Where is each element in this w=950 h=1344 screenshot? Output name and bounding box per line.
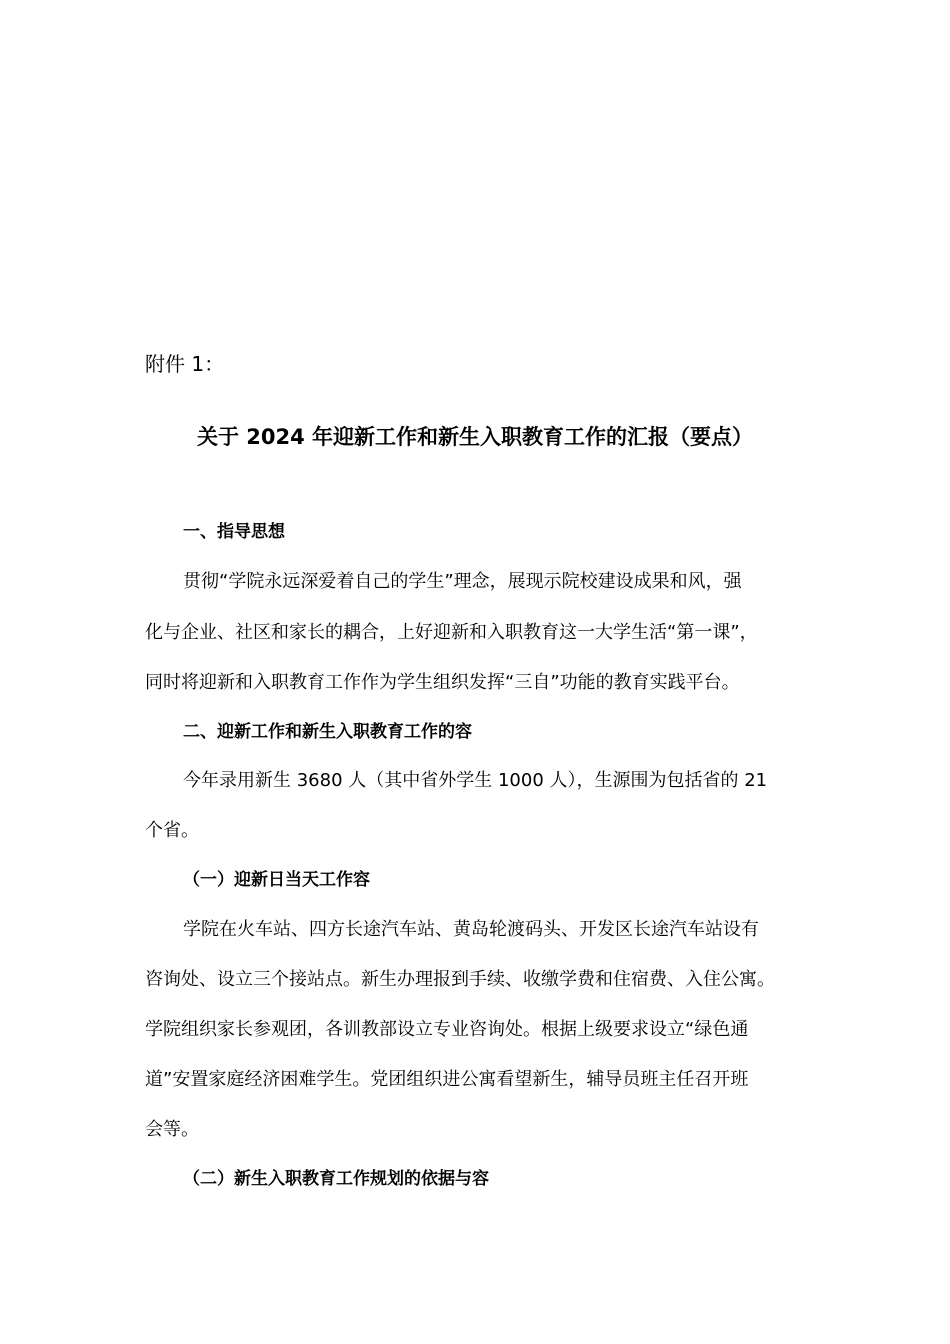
section-heading-guiding-ideology: 一、指导思想 [183, 522, 285, 542]
paragraph-line: 学院组织家长参观团，各训教部设立专业咨询处。根据上级要求设立“绿色通 [145, 1019, 749, 1040]
subsection-heading-welcome-day: （一）迎新日当天工作容 [183, 870, 370, 890]
document-title: 关于 2024 年迎新工作和新生入职教育工作的汇报（要点） [196, 425, 754, 449]
paragraph-line: 道”安置家庭经济困难学生。党团组织进公寓看望新生，辅导员班主任召开班 [145, 1069, 749, 1090]
paragraph-line: 同时将迎新和入职教育工作作为学生组织发挥“三自”功能的教育实践平台。 [145, 672, 740, 693]
paragraph-line: 学院在火车站、四方长途汽车站、黄岛轮渡码头、开发区长途汽车站设有 [183, 919, 759, 940]
paragraph-line: 化与企业、社区和家长的耦合，上好迎新和入职教育这一大学生活“第一课”， [145, 622, 758, 643]
paragraph-line: 贯彻“学院永远深爱着自己的学生”理念，展现示院校建设成果和风，强 [183, 571, 742, 592]
paragraph-line: 今年录用新生 3680 人（其中省外学生 1000 人），生源围为包括省的 21 [183, 770, 768, 791]
paragraph-line: 个省。 [145, 820, 199, 841]
section-heading-work-content: 二、迎新工作和新生入职教育工作的容 [183, 722, 472, 742]
subsection-heading-orientation-plan: （二）新生入职教育工作规划的依据与容 [183, 1169, 489, 1189]
paragraph-line: 会等。 [145, 1119, 199, 1140]
paragraph-line: 咨询处、设立三个接站点。新生办理报到手续、收缴学费和住宿费、入住公寓。 [145, 969, 775, 990]
attachment-label: 附件 1： [145, 352, 225, 376]
